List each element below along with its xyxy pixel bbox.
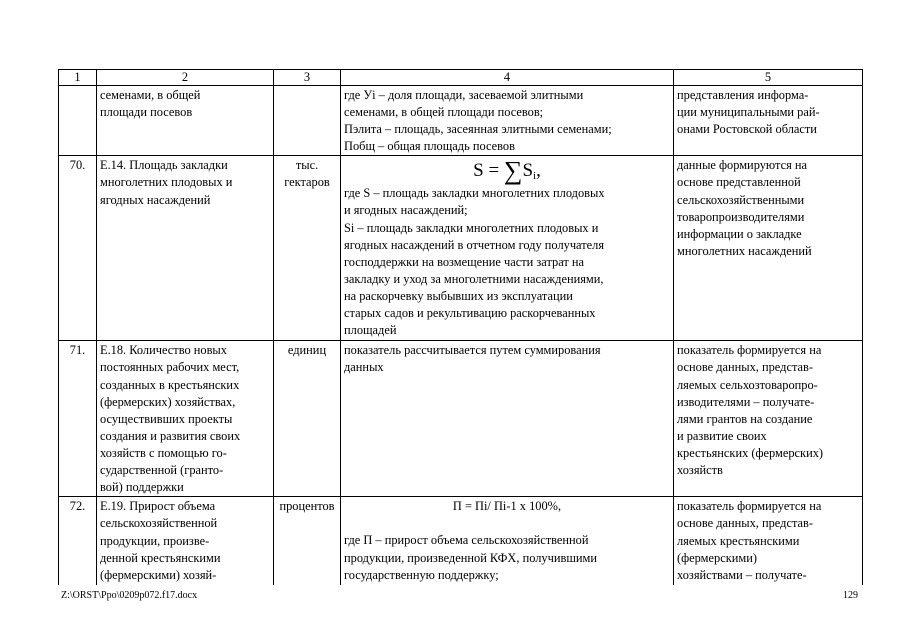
method-cell — [341, 341, 674, 497]
footer-file-path: Z:\ORST\Ppo\0209p072.f17.docx — [61, 590, 198, 601]
text-line: семенами, в общей площади посевов; — [344, 105, 544, 120]
text-line: крестьянских (фермерских) — [677, 445, 824, 460]
text-line: лями грантов на создание — [677, 411, 813, 426]
header-cell-2: 2 — [97, 70, 274, 86]
text-line: семенами, в общей — [100, 88, 201, 102]
text-line: тыс. — [295, 158, 319, 173]
formula-subscript: i — [533, 170, 537, 183]
text-line: данных — [344, 360, 384, 375]
text-line: постоянных рабочих мест, — [100, 360, 240, 375]
text-line: продукции, произведенной КФХ, получившими — [344, 550, 597, 565]
text-line: площади посевов — [100, 105, 193, 120]
text-line: информации о закладке — [677, 226, 802, 241]
row-number — [59, 86, 97, 156]
unit-cell — [274, 156, 341, 341]
text-line: показатель формируется на — [677, 343, 822, 358]
data-table — [58, 69, 863, 585]
method-cell — [341, 497, 674, 585]
sigma-symbol: ∑ — [503, 156, 523, 186]
row-number: 72. — [59, 497, 97, 585]
source-cell — [674, 86, 863, 156]
row-number: 71. — [59, 341, 97, 497]
text-line: где П – прирост объема сельскохозяйственной — [344, 533, 589, 548]
text-line: показатель формируется на — [677, 499, 822, 514]
formula-comma: , — [536, 160, 541, 182]
table-row — [59, 497, 863, 585]
method-cell — [341, 86, 674, 156]
text-line: созданных в крестьянских — [100, 377, 240, 392]
header-row — [59, 70, 863, 86]
table-row — [59, 86, 863, 156]
text-line: на раскорчевку выбывших из эксплуатации — [344, 288, 573, 303]
text-line: онами Ростовской области — [677, 122, 817, 137]
text-line: ции муниципальными рай- — [677, 105, 820, 120]
indicator-name — [97, 86, 274, 156]
text-line: товаропроизводителями — [677, 209, 805, 224]
source-cell — [674, 341, 863, 497]
text-line: площадей — [344, 323, 397, 338]
text-line: сударственной (гранто- — [100, 463, 224, 478]
formula-lhs: S — [473, 160, 484, 182]
text-line: (фермерскими) — [677, 550, 757, 565]
text-line: Si – площадь закладки многолетних плодовых и — [344, 220, 599, 235]
text-line: гектаров — [284, 175, 330, 190]
text-line: государственную поддержку; — [344, 567, 499, 582]
text-line: ляемых сельхозтоваропро- — [677, 377, 818, 392]
text-line: многолетних насаждений — [677, 243, 812, 258]
indicator-name — [97, 497, 274, 585]
unit-cell — [274, 86, 341, 156]
footer-page-number: 129 — [843, 590, 858, 601]
spacer — [344, 515, 670, 532]
table-row — [59, 156, 863, 341]
text-line: господдержки на возмещение части затрат на — [344, 254, 585, 269]
row-number: 70. — [59, 156, 97, 341]
table-row — [59, 341, 863, 497]
header-cell-1: 1 — [59, 70, 97, 86]
growth-formula: П = Пi/ Пi-1 x 100%, — [452, 499, 562, 514]
method-cell — [341, 156, 674, 341]
text-line: ляемых крестьянскими — [677, 533, 800, 548]
text-line: (фермерскими) хозяй- — [100, 567, 217, 582]
text-line: хозяйств — [677, 463, 723, 478]
text-line: ягодных насаждений в отчетном году получателя — [344, 237, 605, 252]
indicator-name — [97, 341, 274, 497]
unit-cell: процентов — [274, 497, 341, 585]
text-line: основе данных, представ- — [677, 360, 813, 375]
text-line: и развитие своих — [677, 428, 767, 443]
text-line: ягодных насаждений — [100, 192, 211, 207]
source-cell — [674, 156, 863, 341]
text-line: старых садов и рекультивацию раскорчеванных — [344, 306, 596, 321]
text-line: закладку и уход за многолетними насаждениями, — [344, 271, 604, 286]
formula-equals: = — [488, 160, 500, 182]
text-line: Пэлита – площадь, засеянная элитными семенами; — [344, 122, 612, 137]
header-cell-5: 5 — [674, 70, 863, 86]
text-line: где Уi – доля площади, засеваемой элитными — [344, 88, 584, 102]
text-line: осуществивших проекты — [100, 411, 233, 426]
text-line: представления информа- — [677, 88, 809, 102]
text-line: показатель рассчитывается путем суммирования — [344, 343, 601, 358]
text-line: создания и развития своих — [100, 428, 241, 443]
text-line: и ягодных насаждений; — [344, 203, 468, 218]
text-line: продукции, произве- — [100, 533, 210, 548]
text-line: изводителями – получате- — [677, 394, 815, 409]
text-line: вой) поддержки — [100, 480, 184, 495]
header-cell-4: 4 — [341, 70, 674, 86]
text-line: Е.18. Количество новых — [100, 343, 227, 358]
formula-variable: S — [522, 160, 534, 182]
text-line: многолетних плодовых и — [100, 175, 233, 190]
text-line: где S – площадь закладки многолетних плодовых — [344, 186, 605, 201]
text-line: хозяйствами – получате- — [677, 567, 807, 582]
text-line: (фермерских) хозяйствах, — [100, 394, 236, 409]
text-line: Е.14. Площадь закладки — [100, 158, 228, 173]
text-line: Побщ – общая площадь посевов — [344, 139, 515, 154]
indicator-name — [97, 156, 274, 341]
sum-formula — [344, 157, 670, 185]
source-cell — [674, 497, 863, 585]
unit-cell: единиц — [274, 341, 341, 497]
text-line: сельскохозяйственными — [677, 192, 805, 207]
text-line: основе данных, представ- — [677, 516, 813, 531]
text-line: основе представленной — [677, 175, 801, 190]
text-line: Е.19. Прирост объема — [100, 499, 216, 514]
text-line: данные формируются на — [677, 158, 808, 173]
text-line: хозяйств с помощью го- — [100, 445, 227, 460]
text-line: сельскохозяйственной — [100, 516, 218, 531]
text-line: денной крестьянскими — [100, 550, 221, 565]
header-cell-3: 3 — [274, 70, 341, 86]
